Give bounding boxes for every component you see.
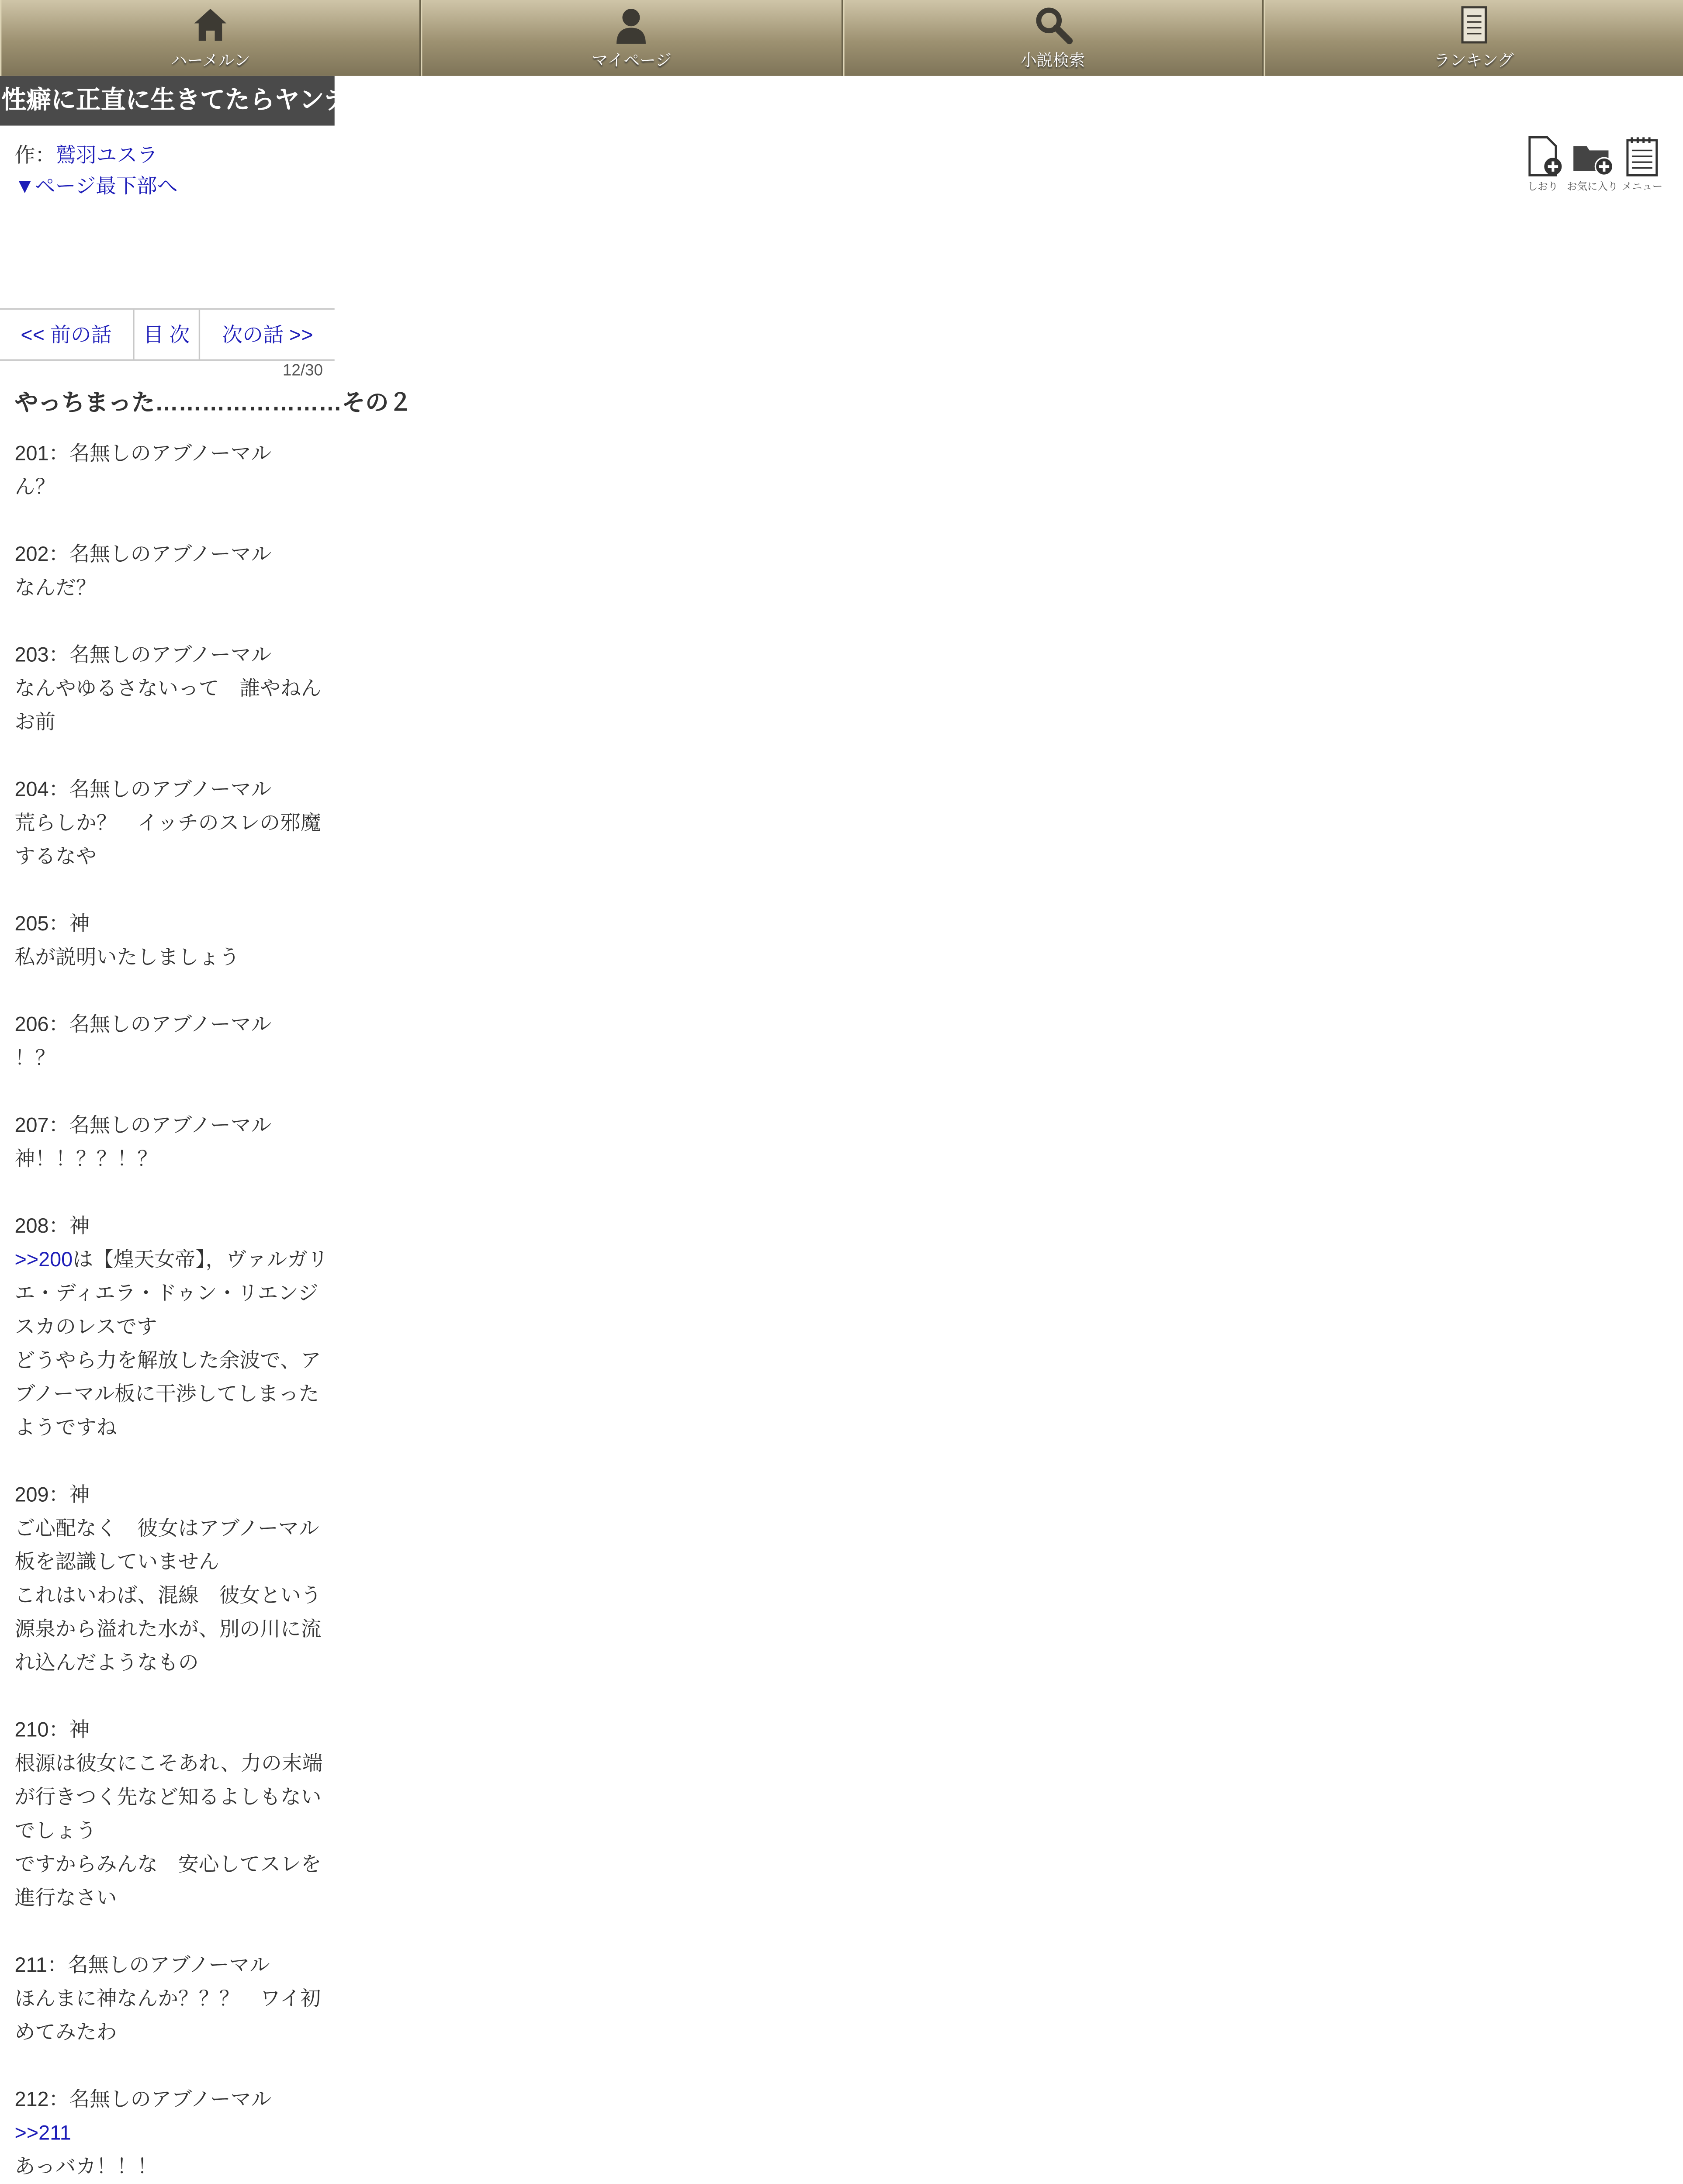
- post: [14, 1008, 333, 1075]
- post-text: ご心配なく 彼女はアブノーマル板を認識していません: [14, 1516, 319, 1573]
- post-text: なんやゆるさないって 誰やねんお前: [14, 676, 322, 733]
- post-text: あっバカ！！！: [14, 2154, 158, 2178]
- nav-label-hameln: ハーメルン: [171, 52, 250, 70]
- post: [14, 1478, 333, 1679]
- user-icon: [611, 4, 652, 45]
- post: [14, 1713, 333, 1914]
- top-nav: [0, 0, 1683, 76]
- post-line: [14, 1747, 333, 1848]
- post-line: [14, 1579, 333, 1680]
- novel-title[interactable]: 性癖に正直に生きてたらヤンデレに追いかけら…: [0, 76, 335, 126]
- nav-label-mypage: マイページ: [592, 52, 672, 70]
- author-line: [14, 140, 1668, 171]
- post-line: [14, 2150, 333, 2184]
- nav-hameln[interactable]: [0, 0, 421, 76]
- post-line: [14, 806, 333, 874]
- menu-label: メニュー: [1621, 182, 1663, 193]
- table-of-contents-link[interactable]: 目 次: [134, 310, 201, 359]
- post: [14, 437, 333, 504]
- page-number: 12/30: [282, 362, 323, 380]
- ranking-icon: [1454, 4, 1495, 45]
- post-header: 208：神: [14, 1213, 90, 1237]
- next-chapter-link[interactable]: 次の話 >>: [222, 322, 313, 346]
- post: [14, 907, 333, 974]
- chapter-title: やっちまった……………………その２: [14, 391, 412, 416]
- post-line: [14, 940, 333, 974]
- bookmark-button[interactable]: [1522, 135, 1563, 194]
- post-header: 203：名無しのアブノーマル: [14, 643, 272, 666]
- author-link[interactable]: 鷲羽ユスラ: [55, 143, 158, 167]
- reply-anchor-link[interactable]: >>211: [14, 2121, 71, 2144]
- prev-chapter-link[interactable]: << 前の話: [0, 310, 134, 359]
- post-line: [14, 1041, 333, 1075]
- post-text: ！？: [14, 1046, 56, 1069]
- post-line: [14, 1142, 333, 1176]
- novel-info: [0, 126, 1683, 308]
- post-line: [14, 1243, 333, 1344]
- post: [14, 1949, 333, 2049]
- post-header: 207：名無しのアブノーマル: [14, 1113, 272, 1137]
- search-icon: [1032, 4, 1074, 45]
- home-icon: [190, 4, 231, 45]
- post-header: 210：神: [14, 1717, 90, 1741]
- post-header: 206：名無しのアブノーマル: [14, 1012, 272, 1036]
- menu-icon: [1620, 135, 1664, 178]
- reply-anchor-link[interactable]: >>200: [14, 1247, 73, 1271]
- post-text: ですからみんな 安心してスレを進行なさい: [14, 1852, 322, 1909]
- post-line: [14, 2116, 333, 2150]
- post: [14, 538, 333, 605]
- post-header: 211：名無しのアブノーマル: [14, 1952, 270, 1977]
- post-header: 209：神: [14, 1482, 90, 1506]
- author-prefix: 作：: [14, 143, 56, 167]
- post-line: [14, 571, 333, 605]
- post-text: 神！！？？！？: [14, 1146, 158, 1170]
- post-line: [14, 672, 333, 739]
- post-text: どうやら力を解放した余波で、アブノーマル板に干渉してしまったようですね: [14, 1348, 321, 1439]
- chapter-body: [0, 422, 348, 2184]
- post-header: 202：名無しのアブノーマル: [14, 542, 272, 566]
- post: [14, 1109, 333, 1176]
- post: [14, 638, 333, 739]
- menu-button[interactable]: [1622, 135, 1663, 194]
- post: [14, 773, 333, 874]
- post: [14, 2083, 333, 2184]
- nav-label-search: 小説検索: [1021, 52, 1085, 70]
- post-header: 204：名無しのアブノーマル: [14, 777, 272, 801]
- nav-search[interactable]: [842, 0, 1264, 76]
- post-header: 205：神: [14, 911, 90, 935]
- post-text: 私が説明いたしましょう: [14, 945, 240, 968]
- tool-icons: [1522, 135, 1662, 194]
- post: [14, 1209, 333, 1444]
- post-line: [14, 1982, 333, 2049]
- post-line: [14, 1512, 333, 1579]
- chapter-pager: [0, 308, 335, 361]
- favorite-folder-icon: [1571, 135, 1614, 178]
- post-header: 201：名無しのアブノーマル: [14, 441, 272, 465]
- post-header: 212：名無しのアブノーマル: [14, 2087, 272, 2111]
- post-text: 荒らしか？ イッチのスレの邪魔するなや: [14, 810, 321, 868]
- post-text: は【煌天女帝】，ヴァルガリエ・ディエラ・ドゥン・リエンジスカのレスです: [14, 1247, 328, 1338]
- post-text: ほんまに神なんか？？？ ワイ初めてみたわ: [14, 1986, 321, 2043]
- post-text: ん？: [14, 474, 56, 498]
- bookmark-label: しおり: [1527, 182, 1558, 193]
- favorite-label: お気に入り: [1567, 182, 1618, 193]
- nav-mypage[interactable]: [421, 0, 842, 76]
- post-line: [14, 1848, 333, 1915]
- post-line: [14, 1344, 333, 1444]
- post-text: これはいわば、混線 彼女という源泉から溢れた水が、別の川に流れ込んだようなもの: [14, 1583, 322, 1674]
- nav-label-ranking: ランキング: [1434, 52, 1514, 70]
- page-bottom-link[interactable]: ▼ページ最下部へ: [14, 173, 178, 197]
- favorite-button[interactable]: [1567, 135, 1618, 194]
- bookmark-icon: [1521, 135, 1565, 178]
- post-line: [14, 470, 333, 504]
- post-text: なんだ？: [14, 575, 97, 599]
- post-text: 根源は彼女にこそあれ、力の末端が行きつく先など知るよしもないでしょう: [14, 1751, 323, 1842]
- nav-ranking[interactable]: [1264, 0, 1683, 76]
